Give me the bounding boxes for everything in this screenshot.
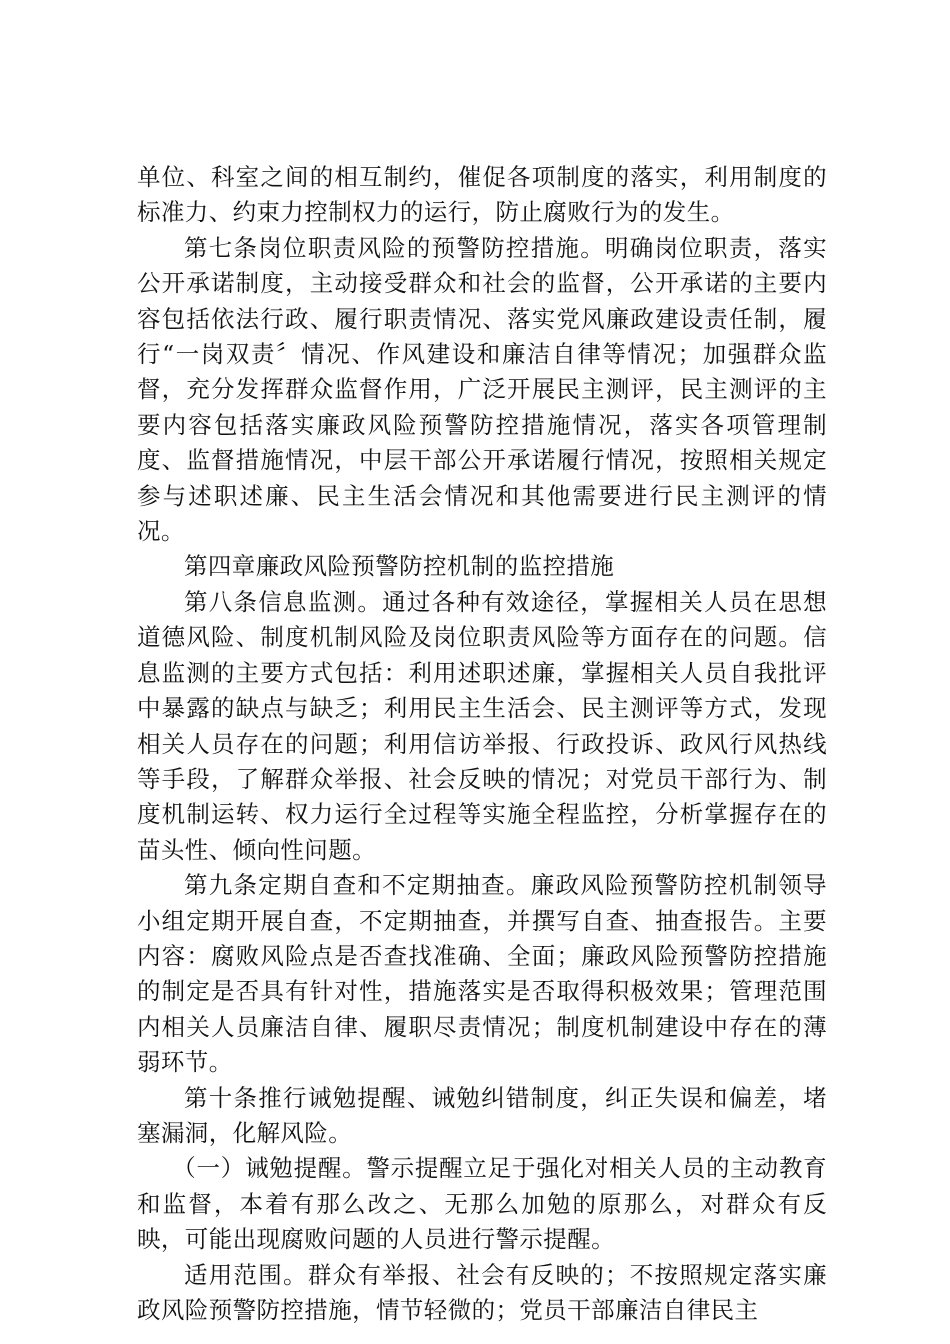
paragraph-continuation: 单位、科室之间的相互制约，催促各项制度的落实，利用制度的标准力、约束力控制权力的运行，防止腐败行为的发生。: [137, 163, 827, 227]
paragraph-article-8: 第八条信息监测。通过各种有效途径，掌握相关人员在思想道德风险、制度机制风险及岗位职责风险等方面存在的问题。信息监测的主要方式包括：利用述职述廉，掌握相关人员自我批评中暴露的缺点与缺乏；利用民主生活会、民主测评等方式，发现相关人员存在的问题；利用信访举报、行政投诉、政风行风热线等手段，了解群众举报、社会反映的情况；对党员干部行为、制度机制运转、权力运行全过程等实施全程监控，分析掌握存在的苗头性、倾向性问题。: [137, 587, 827, 864]
paragraph-item-1: （一）诫勉提醒。警示提醒立足于强化对相关人员的主动教育和监督，本着有那么改之、无那么加勉的原那么，对群众有反映，可能出现腐败问题的人员进行警示提醒。: [137, 1154, 827, 1254]
paragraph-article-9: 第九条定期自查和不定期抽查。廉政风险预警防控机制领导小组定期开展自查，不定期抽查，并撰写自查、抽查报告。主要内容：腐败风险点是否查找准确、全面；廉政风险预警防控措施的制定是否具有针对性，措施落实是否取得积极效果；管理范围内相关人员廉洁自律、履职尽责情况；制度机制建设中存在的薄弱环节。: [137, 871, 827, 1077]
chapter-heading-4: 第四章廉政风险预警防控机制的监控措施: [184, 552, 615, 581]
paragraph-scope: 适用范围。群众有举报、社会有反映的；不按照规定落实廉政风险预警防控措施，情节轻微的；党员干部廉洁自律民主: [137, 1260, 827, 1324]
paragraph-article-7: 第七条岗位职责风险的预警防控措施。明确岗位职责，落实公开承诺制度，主动接受群众和社会的监督，公开承诺的主要内容包括依法行政、履行职责情况、落实党风廉政建设责任制，履行“一岗双责〞情况、作风建设和廉洁自律等情况；加强群众监督，充分发挥群众监督作用，广泛开展民主测评，民主测评的主要内容包括落实廉政风险预警防控措施情况，落实各项管理制度、监督措施情况，中层干部公开承诺履行情况，按照相关规定参与述职述廉、民主生活会情况和其他需要进行民主测评的情况。: [137, 233, 827, 546]
paragraph-article-10: 第十条推行诫勉提醒、诫勉纠错制度，纠正失误和偏差，堵塞漏洞，化解风险。: [137, 1083, 827, 1147]
document-body: [137, 160, 827, 1328]
